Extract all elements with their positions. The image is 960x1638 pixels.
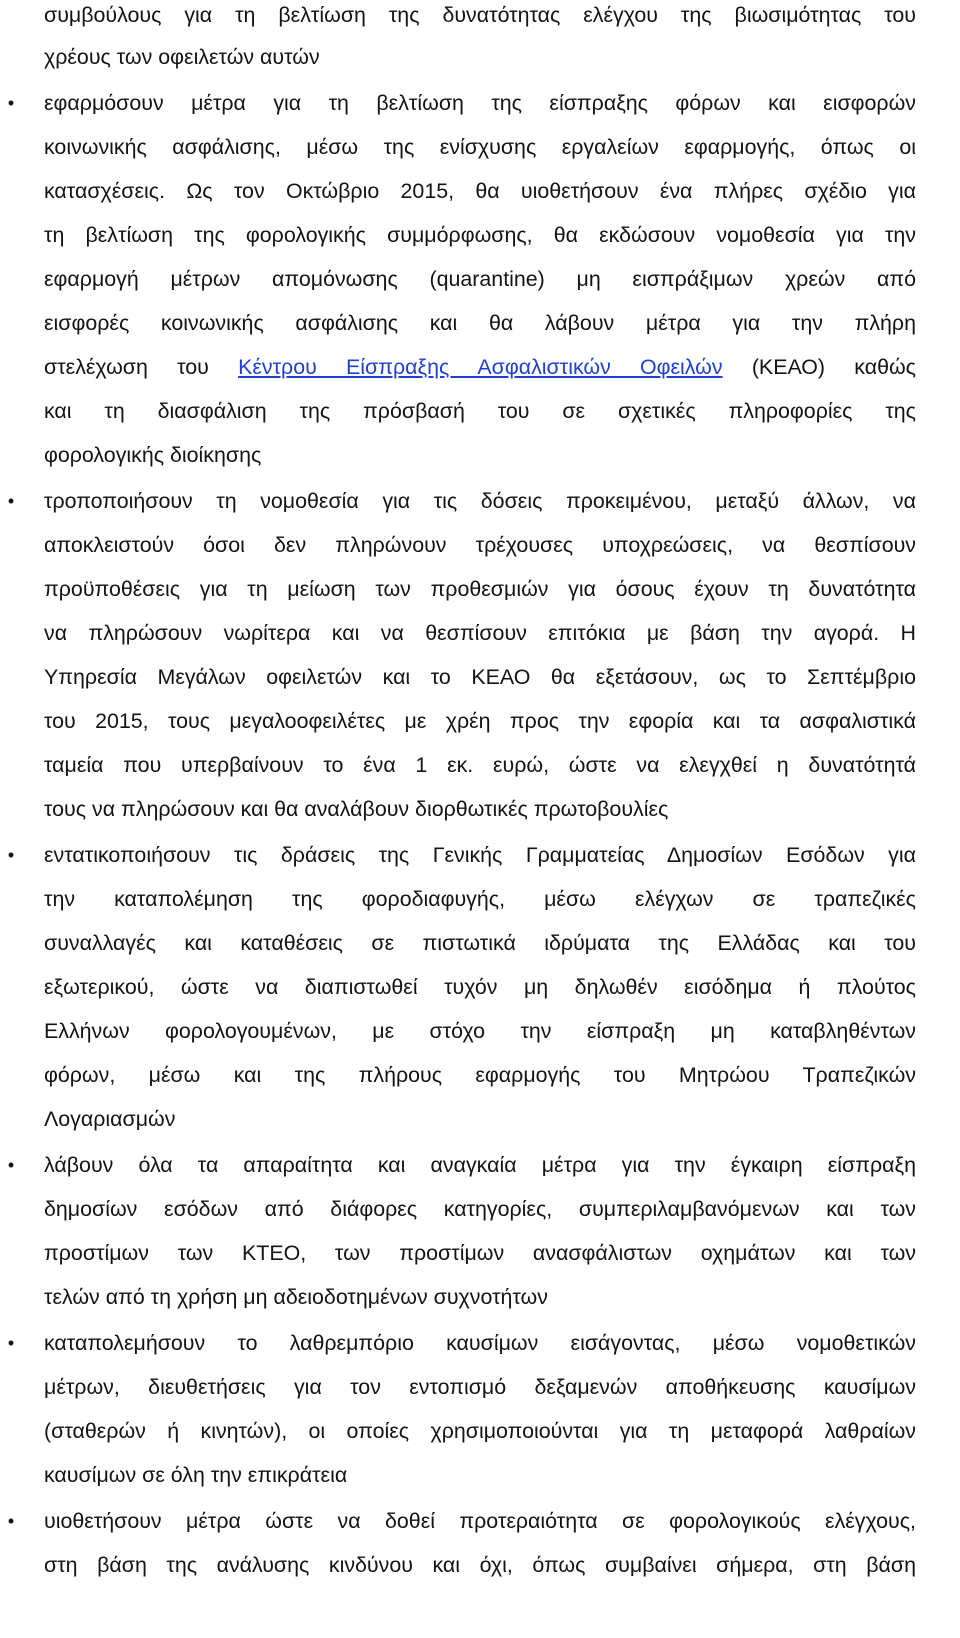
text-line: δημοσίων εσόδων από διάφορες κατηγορίες, συμπεριλαμβανόμενων και των	[44, 1197, 916, 1221]
text-line: καυσίμων σε όλη την επικράτεια	[44, 1463, 348, 1487]
text-line: χρέους των οφειλετών αυτών	[44, 45, 320, 69]
text-line: και τη διασφάλιση της πρόσβασή του σε σχετικές πληροφορίες της	[44, 399, 916, 423]
text-line: του 2015, τους μεγαλοοφειλέτες με χρέη προς την εφορία και τα ασφαλιστικά	[44, 709, 916, 733]
text-line: εφαρμογή μέτρων απομόνωσης (quarantine) μη εισπράξιμων χρεών από	[44, 267, 916, 291]
bullet-icon: •	[7, 845, 15, 865]
text-line: συναλλαγές και καταθέσεις σε πιστωτικά ιδρύματα της Ελλάδας και του	[44, 931, 916, 955]
bullet-icon: •	[7, 1333, 15, 1353]
text-line: καταπολεμήσουν το λαθρεμπόριο καυσίμων εισάγοντας, μέσω νομοθετικών	[44, 1331, 916, 1355]
text-line: αποκλειστούν όσοι δεν πληρώνουν τρέχουσες υποχρεώσεις, να θεσπίσουν	[44, 533, 916, 557]
text-line: εφαρμόσουν μέτρα για τη βελτίωση της είσπραξης φόρων και εισφορών	[44, 91, 916, 115]
text-line: Ελλήνων φορολογουμένων, με στόχο την είσπραξη μη καταβληθέντων	[44, 1019, 916, 1043]
text-line: προστίμων των ΚΤΕΟ, των προστίμων ανασφάλιστων οχημάτων και των	[44, 1241, 916, 1265]
text-line: συμβούλους για τη βελτίωση της δυνατότητας ελέγχου της βιωσιμότητας του	[44, 3, 916, 27]
bullet-icon: •	[7, 1155, 15, 1175]
text-line: φορολογικής διοίκησης	[44, 443, 262, 467]
text-line: (σταθερών ή κινητών), οι οποίες χρησιμοποιούνται για τη μεταφορά λαθραίων	[44, 1419, 916, 1443]
text-line: την καταπολέμηση της φοροδιαφυγής, μέσω ελέγχων σε τραπεζικές	[44, 887, 916, 911]
text-line: τροποποιήσουν τη νομοθεσία για τις δόσεις προκειμένου, μεταξύ άλλων, να	[44, 489, 916, 513]
text-line: εντατικοποιήσουν τις δράσεις της Γενικής Γραμματείας Δημοσίων Εσόδων για	[44, 843, 916, 867]
text-line: Λογαριασμών	[44, 1107, 176, 1131]
bullet-icon: •	[7, 1511, 15, 1531]
text-line: τους να πληρώσουν και θα αναλάβουν διορθωτικές πρωτοβουλίες	[44, 797, 669, 821]
text-line: Υπηρεσία Μεγάλων οφειλετών και το ΚΕΑΟ θα εξετάσουν, ως το Σεπτέμβριο	[44, 665, 916, 689]
text-line: τη βελτίωση της φορολογικής συμμόρφωσης, θα εκδώσουν νομοθεσία για την	[44, 223, 916, 247]
bullet-icon: •	[7, 491, 15, 511]
keao-link[interactable]: Κέντρου Είσπραξης Ασφαλιστικών Οφειλών	[238, 355, 723, 379]
text-line: ταμεία που υπερβαίνουν το ένα 1 εκ. ευρώ, ώστε να ελεγχθεί η δυνατότητά	[44, 753, 916, 777]
text-line: κοινωνικής ασφάλισης, μέσω της ενίσχυσης εργαλείων εφαρμογής, όπως οι	[44, 135, 916, 159]
text-line: λάβουν όλα τα απαραίτητα και αναγκαία μέτρα για την έγκαιρη είσπραξη	[44, 1153, 916, 1177]
text-line-with-link	[44, 352, 916, 382]
text-line: φόρων, μέσω και της πλήρους εφαρμογής του Μητρώου Τραπεζικών	[44, 1063, 916, 1087]
text-line: να πληρώσουν νωρίτερα και να θεσπίσουν επιτόκια με βάση την αγορά. Η	[44, 621, 916, 645]
text-line: στη βάση της ανάλυσης κινδύνου και όχι, όπως συμβαίνει σήμερα, στη βάση	[44, 1553, 916, 1577]
text-line: μέτρων, διευθετήσεις για τον εντοπισμό δεξαμενών αποθήκευσης καυσίμων	[44, 1375, 916, 1399]
bullet-icon: •	[7, 93, 15, 113]
text-fragment: στελέχωση του	[44, 355, 209, 379]
text-line: τελών από τη χρήση μη αδειοδοτημένων συχνοτήτων	[44, 1285, 548, 1309]
text-line: εξωτερικού, ώστε να διαπιστωθεί τυχόν μη δηλωθέν εισόδημα ή πλούτος	[44, 975, 916, 999]
text-line: κατασχέσεις. Ως τον Οκτώβριο 2015, θα υιοθετήσουν ένα πλήρες σχέδιο για	[44, 179, 916, 203]
text-line: προϋποθέσεις για τη μείωση των προθεσμιών για όσους έχουν τη δυνατότητα	[44, 577, 916, 601]
text-line: υιοθετήσουν μέτρα ώστε να δοθεί προτεραιότητα σε φορολογικούς ελέγχους,	[44, 1509, 916, 1533]
text-fragment: (ΚΕΑΟ) καθώς	[751, 355, 916, 379]
text-line: εισφορές κοινωνικής ασφάλισης και θα λάβουν μέτρα για την πλήρη	[44, 311, 916, 335]
